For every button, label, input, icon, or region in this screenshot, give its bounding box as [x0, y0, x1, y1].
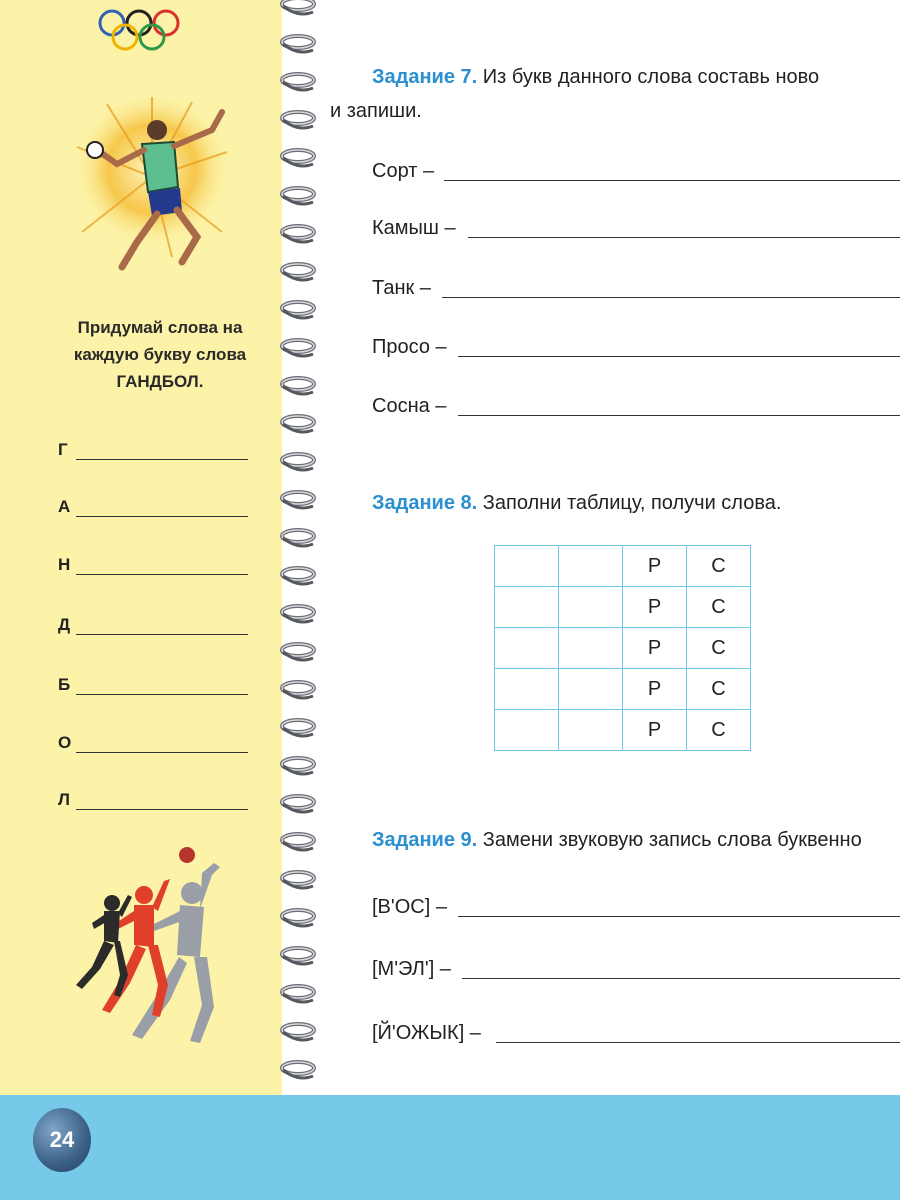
table-row: [495, 546, 751, 587]
table-cell: С: [687, 546, 751, 587]
table-cell: Р: [623, 669, 687, 710]
answer-line: [76, 634, 248, 635]
table-row: [495, 628, 751, 669]
task9-row-1[interactable]: [372, 893, 900, 923]
task7-heading: [372, 66, 819, 89]
table-cell[interactable]: [495, 546, 559, 587]
task8-text: Заполни таблицу, получи слова.: [482, 492, 782, 514]
handball-player-illustration: [62, 92, 237, 292]
table-row: [495, 587, 751, 628]
task9-word: [В'ОС] –: [372, 896, 447, 918]
task8-table: [494, 545, 751, 751]
table-cell: Р: [623, 587, 687, 628]
page-footer-band: [0, 1095, 900, 1200]
task8-heading: [372, 492, 781, 515]
answer-line: [442, 297, 900, 298]
letter-label: Д: [58, 615, 71, 634]
table-row: [495, 669, 751, 710]
answer-line: [76, 752, 248, 753]
letter-label: Б: [58, 675, 71, 694]
letter-label: Л: [58, 790, 70, 809]
olympic-rings-icon: [96, 6, 182, 58]
letter-row-n[interactable]: [58, 555, 248, 579]
task7-row-kamysh[interactable]: [372, 214, 900, 244]
letter-label: Г: [58, 440, 68, 459]
task9-text: Замени звуковую запись слова буквенно: [482, 829, 862, 851]
task9-word: [М'ЭЛ'] –: [372, 958, 451, 980]
answer-line: [458, 916, 900, 917]
table-cell[interactable]: [495, 587, 559, 628]
table-cell: С: [687, 669, 751, 710]
sidebar-prompt-line-1: Придумай слова на: [77, 318, 243, 337]
task9-title: Задание 9.: [372, 829, 478, 851]
task7-title: Задание 7.: [372, 66, 478, 88]
answer-line: [458, 415, 900, 416]
spiral-binding: [270, 0, 332, 1100]
task7-word: Просо –: [372, 336, 447, 358]
sidebar-prompt-line-2: каждую букву слова: [73, 345, 247, 364]
table-cell: С: [687, 628, 751, 669]
athletes-silhouettes-illustration: [62, 845, 227, 1045]
table-cell[interactable]: [495, 628, 559, 669]
task7-text-continued: и запиши.: [330, 100, 422, 122]
table-row: [495, 710, 751, 751]
task7-word: Камыш –: [372, 217, 456, 239]
table-cell[interactable]: [559, 587, 623, 628]
table-cell: С: [687, 710, 751, 751]
letter-row-b[interactable]: [58, 675, 248, 699]
task7-word: Танк –: [372, 277, 431, 299]
table-cell: Р: [623, 546, 687, 587]
answer-line: [468, 237, 900, 238]
letter-row-a[interactable]: [58, 497, 248, 521]
task7-row-sosna[interactable]: [372, 392, 900, 422]
letter-row-l[interactable]: [58, 790, 248, 814]
task8-title: Задание 8.: [372, 492, 478, 514]
letter-label: О: [58, 733, 72, 752]
table-cell: С: [687, 587, 751, 628]
table-cell[interactable]: [495, 710, 559, 751]
task7-word: Сосна –: [372, 395, 447, 417]
page-number: 24: [49, 1127, 75, 1152]
task7-word: Сорт –: [372, 160, 435, 182]
letter-row-o[interactable]: [58, 733, 248, 757]
answer-line: [462, 978, 900, 979]
table-cell[interactable]: [495, 669, 559, 710]
task7-row-proso[interactable]: [372, 333, 900, 363]
table-cell[interactable]: [559, 669, 623, 710]
letter-label: А: [58, 497, 71, 516]
task9-row-2[interactable]: [372, 955, 900, 985]
task7-row-tank[interactable]: [372, 274, 900, 304]
table-cell[interactable]: [559, 546, 623, 587]
answer-line: [76, 694, 248, 695]
task9-word: [Й'ОЖЫК] –: [372, 1022, 481, 1044]
answer-line: [444, 180, 900, 181]
task9-heading: [372, 829, 862, 852]
sidebar-prompt-line-3: ГАНДБОЛ.: [116, 372, 204, 391]
task7-text: Из букв данного слова составь ново: [482, 66, 820, 88]
answer-line: [76, 459, 248, 460]
task9-row-3[interactable]: [372, 1019, 900, 1049]
table-cell: Р: [623, 710, 687, 751]
answer-line: [76, 516, 248, 517]
table-cell: Р: [623, 628, 687, 669]
task7-row-sort[interactable]: [372, 157, 900, 187]
answer-line: [496, 1042, 900, 1043]
letter-row-g[interactable]: [58, 440, 248, 464]
answer-line: [76, 574, 248, 575]
letter-row-d[interactable]: [58, 615, 248, 639]
letter-label: Н: [58, 555, 71, 574]
answer-line: [458, 356, 900, 357]
table-cell[interactable]: [559, 628, 623, 669]
table-cell[interactable]: [559, 710, 623, 751]
answer-line: [76, 809, 248, 810]
